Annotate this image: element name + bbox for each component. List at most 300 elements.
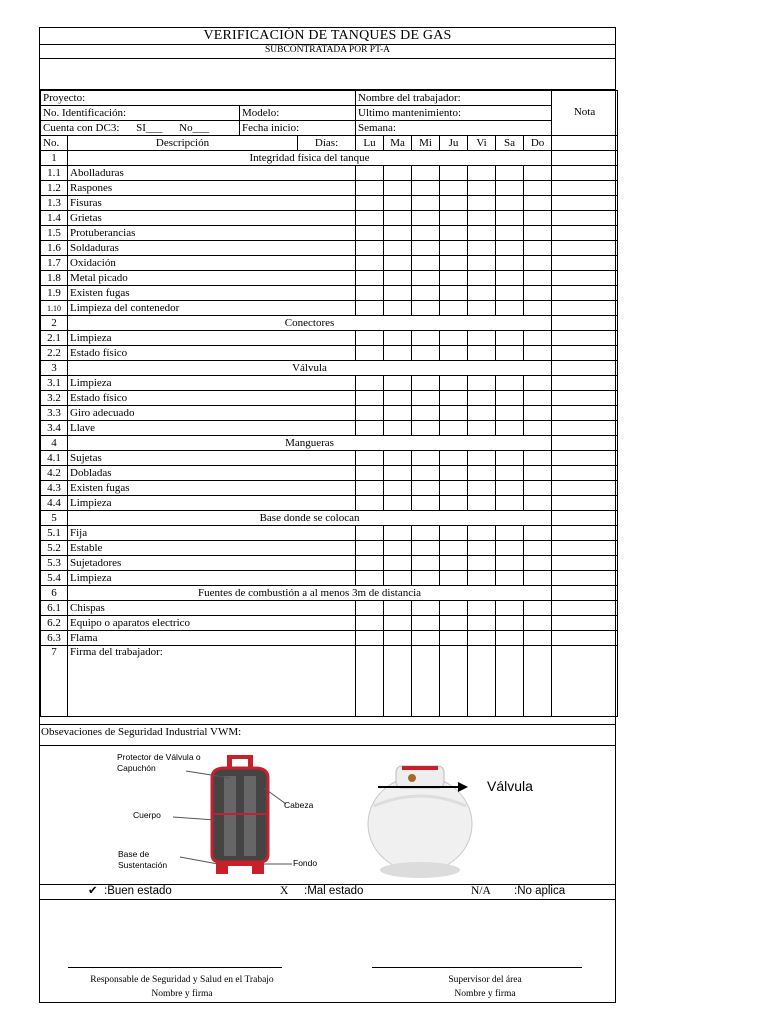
col-dias: Días: — [298, 136, 356, 151]
day-check-cell[interactable] — [524, 391, 552, 406]
checklist-item-row — [41, 301, 618, 316]
checklist-item-row — [41, 526, 618, 541]
nota-cell[interactable] — [552, 256, 618, 271]
nota-cell[interactable] — [552, 466, 618, 481]
item-num: 5.3 — [41, 556, 68, 571]
day-check-cell[interactable] — [412, 421, 440, 436]
day-check-cell[interactable] — [384, 466, 412, 481]
day-check-cell[interactable] — [524, 616, 552, 631]
nota-cell[interactable] — [552, 481, 618, 496]
day-check-cell[interactable] — [412, 181, 440, 196]
day-check-cell[interactable] — [356, 181, 384, 196]
ultimo-mantenimiento-field[interactable]: Ultimo mantenimiento: — [356, 106, 552, 121]
day-check-cell[interactable] — [412, 406, 440, 421]
nota-cell[interactable] — [552, 286, 618, 301]
day-check-cell[interactable] — [524, 481, 552, 496]
day-check-cell[interactable] — [496, 331, 524, 346]
day-check-cell[interactable] — [356, 481, 384, 496]
day-check-cell[interactable] — [412, 196, 440, 211]
day-check-cell[interactable] — [356, 331, 384, 346]
day-check-cell[interactable] — [468, 166, 496, 181]
nota-cell[interactable] — [552, 526, 618, 541]
day-check-cell[interactable] — [440, 211, 468, 226]
day-check-cell[interactable] — [496, 376, 524, 391]
section-title: Base donde se colocan — [68, 511, 552, 526]
day-check-cell[interactable] — [356, 601, 384, 616]
semana-field[interactable]: Semana: — [356, 121, 552, 136]
item-label: Existen fugas — [68, 286, 356, 301]
day-check-cell[interactable] — [384, 391, 412, 406]
day-check-cell[interactable] — [524, 346, 552, 361]
day-check-cell[interactable] — [356, 211, 384, 226]
day-check-cell[interactable] — [412, 481, 440, 496]
legend-buen: :Buen estado — [104, 885, 172, 897]
nota-cell[interactable] — [552, 226, 618, 241]
day-check-cell[interactable] — [412, 601, 440, 616]
day-check-cell[interactable] — [440, 466, 468, 481]
day-check-cell[interactable] — [356, 376, 384, 391]
day-check-cell[interactable] — [356, 451, 384, 466]
day-check-cell[interactable] — [412, 331, 440, 346]
day-check-cell[interactable] — [468, 346, 496, 361]
day-check-cell[interactable] — [524, 286, 552, 301]
day-check-cell[interactable] — [496, 481, 524, 496]
item-label: Flama — [68, 631, 356, 646]
day-check-cell[interactable] — [384, 346, 412, 361]
day-check-cell[interactable] — [440, 271, 468, 286]
day-check-cell[interactable] — [440, 541, 468, 556]
section-title: Conectores — [68, 316, 552, 331]
nota-cell[interactable] — [552, 631, 618, 646]
checklist-table — [40, 90, 618, 717]
day-check-cell[interactable] — [496, 241, 524, 256]
day-check-cell[interactable] — [524, 226, 552, 241]
day-check-cell[interactable] — [496, 496, 524, 511]
day-check-cell[interactable] — [412, 166, 440, 181]
day-check-cell[interactable] — [524, 181, 552, 196]
day-check-cell[interactable] — [384, 181, 412, 196]
day-check-cell[interactable] — [440, 601, 468, 616]
day-check-cell[interactable] — [468, 571, 496, 586]
checklist-item-row — [41, 571, 618, 586]
day-check-cell[interactable] — [356, 526, 384, 541]
day-check-cell[interactable] — [384, 481, 412, 496]
day-check-cell[interactable] — [440, 331, 468, 346]
day-check-cell[interactable] — [412, 301, 440, 316]
day-check-cell[interactable] — [524, 421, 552, 436]
day-check-cell[interactable] — [524, 601, 552, 616]
day-check-cell[interactable] — [384, 376, 412, 391]
day-check-cell[interactable] — [412, 631, 440, 646]
day-check-cell[interactable] — [356, 271, 384, 286]
day-check-cell[interactable] — [412, 271, 440, 286]
day-check-cell[interactable] — [496, 556, 524, 571]
tank-illustrations — [40, 746, 615, 885]
nota-cell[interactable] — [552, 196, 618, 211]
day-check-cell[interactable] — [440, 556, 468, 571]
checklist-item-row — [41, 541, 618, 556]
day-check-cell[interactable] — [468, 376, 496, 391]
day-check-cell[interactable] — [524, 376, 552, 391]
item-num: 3.4 — [41, 421, 68, 436]
checklist-item-row — [41, 271, 618, 286]
day-check-cell[interactable] — [412, 571, 440, 586]
nota-cell[interactable] — [552, 241, 618, 256]
checklist-item-row — [41, 211, 618, 226]
item-label: Sujetadores — [68, 556, 356, 571]
label-cuerpo: Cuerpo — [133, 810, 161, 820]
section-title: Válvula — [68, 361, 552, 376]
day-check-cell[interactable] — [440, 286, 468, 301]
day-check-cell[interactable] — [384, 526, 412, 541]
day-check-cell[interactable] — [440, 451, 468, 466]
day-check-cell[interactable] — [440, 481, 468, 496]
day-check-cell[interactable] — [496, 616, 524, 631]
checklist-item-row — [41, 181, 618, 196]
day-check-cell[interactable] — [524, 301, 552, 316]
day-check-cell[interactable] — [356, 556, 384, 571]
dc3-label: Cuenta con DC3: — [43, 121, 120, 134]
day-check-cell[interactable] — [412, 556, 440, 571]
nota-cell[interactable] — [552, 421, 618, 436]
day-check-cell[interactable] — [440, 616, 468, 631]
day-check-cell[interactable] — [468, 541, 496, 556]
label-fondo: Fondo — [293, 858, 318, 868]
checklist-item-row — [41, 391, 618, 406]
day-check-cell[interactable] — [384, 601, 412, 616]
day-check-cell[interactable] — [468, 286, 496, 301]
nota-cell[interactable] — [552, 301, 618, 316]
form-subtitle: SUBCONTRATADA POR PT-A — [40, 44, 615, 59]
day-check-cell[interactable] — [384, 166, 412, 181]
section-num: 6 — [41, 586, 68, 601]
day-check-cell[interactable] — [468, 406, 496, 421]
checklist-item-row — [41, 226, 618, 241]
day-check-cell[interactable] — [412, 496, 440, 511]
day-check-cell[interactable] — [524, 196, 552, 211]
checklist-item-row — [41, 496, 618, 511]
day-check-cell[interactable] — [496, 601, 524, 616]
day-check-cell[interactable] — [384, 226, 412, 241]
item-label: Fija — [68, 526, 356, 541]
day-check-cell[interactable] — [468, 256, 496, 271]
day-check-cell[interactable] — [412, 256, 440, 271]
day-check-cell[interactable] — [412, 241, 440, 256]
item-label: Oxidación — [68, 256, 356, 271]
day-check-cell[interactable] — [524, 256, 552, 271]
day-check-cell[interactable] — [496, 226, 524, 241]
day-check-cell[interactable] — [356, 541, 384, 556]
day-check-cell[interactable] — [440, 391, 468, 406]
item-label: Dobladas — [68, 466, 356, 481]
item-num: 4.1 — [41, 451, 68, 466]
label-cabeza: Cabeza — [284, 800, 314, 810]
day-check-cell[interactable] — [524, 631, 552, 646]
fecha-inicio-field[interactable]: Fecha inicio: — [240, 121, 356, 136]
dc3-si[interactable]: SI___ — [136, 121, 163, 134]
day-check-cell[interactable] — [356, 286, 384, 301]
day-check-cell[interactable] — [440, 256, 468, 271]
day-check-cell[interactable] — [440, 226, 468, 241]
day-check-cell[interactable] — [496, 421, 524, 436]
day-check-cell[interactable] — [468, 466, 496, 481]
label-valvula: Válvula — [487, 778, 533, 794]
day-check-cell[interactable] — [496, 466, 524, 481]
nota-cell[interactable] — [552, 601, 618, 616]
legend-row — [40, 884, 615, 900]
item-num: 1.6 — [41, 241, 68, 256]
day-check-cell[interactable] — [496, 256, 524, 271]
day-check-cell[interactable] — [412, 616, 440, 631]
day-check-cell[interactable] — [524, 496, 552, 511]
day-check-cell[interactable] — [524, 571, 552, 586]
white-tank-photo — [368, 766, 472, 878]
day-check-cell[interactable] — [384, 211, 412, 226]
day-check-cell[interactable] — [440, 526, 468, 541]
nota-cell[interactable] — [552, 166, 618, 181]
day-check-cell[interactable] — [412, 391, 440, 406]
day-check-cell[interactable] — [524, 241, 552, 256]
signatures-area — [40, 899, 615, 1003]
day-check-cell[interactable] — [468, 616, 496, 631]
day-check-cell[interactable] — [524, 526, 552, 541]
section-header-row — [41, 586, 618, 601]
day-check-cell[interactable] — [440, 241, 468, 256]
day-check-cell[interactable] — [496, 166, 524, 181]
left-signature-line[interactable] — [68, 967, 282, 968]
col-day-sa: Sa — [496, 136, 524, 151]
item-num: 4.3 — [41, 481, 68, 496]
day-check-cell[interactable] — [356, 226, 384, 241]
day-check-cell[interactable] — [524, 556, 552, 571]
day-check-cell[interactable] — [524, 541, 552, 556]
day-check-cell[interactable] — [384, 271, 412, 286]
right-signature-name: Nombre y firma — [454, 989, 516, 999]
dc3-field[interactable] — [41, 121, 240, 136]
nota-cell[interactable] — [552, 406, 618, 421]
day-check-cell[interactable] — [384, 406, 412, 421]
nota-cell[interactable] — [552, 346, 618, 361]
day-check-cell[interactable] — [496, 526, 524, 541]
day-check-cell[interactable] — [468, 391, 496, 406]
item-num: 5.1 — [41, 526, 68, 541]
day-check-cell[interactable] — [440, 571, 468, 586]
day-check-cell[interactable] — [412, 541, 440, 556]
day-check-cell[interactable] — [356, 256, 384, 271]
right-signature-line[interactable] — [372, 967, 582, 968]
day-check-cell[interactable] — [384, 286, 412, 301]
day-check-cell[interactable] — [384, 541, 412, 556]
right-signature-caption — [372, 973, 598, 1001]
day-check-cell[interactable] — [496, 211, 524, 226]
day-check-cell[interactable] — [496, 391, 524, 406]
item-label: Abolladuras — [68, 166, 356, 181]
item-label: Raspones — [68, 181, 356, 196]
day-check-cell[interactable] — [468, 556, 496, 571]
day-check-cell[interactable] — [384, 196, 412, 211]
day-check-cell[interactable] — [412, 526, 440, 541]
section-num: 2 — [41, 316, 68, 331]
day-check-cell[interactable] — [356, 571, 384, 586]
day-check-cell[interactable] — [468, 181, 496, 196]
day-check-cell[interactable] — [468, 241, 496, 256]
day-check-cell[interactable] — [468, 451, 496, 466]
check-mark-icon: ✔ — [88, 885, 98, 897]
checklist-item-row — [41, 466, 618, 481]
nota-cell[interactable] — [552, 541, 618, 556]
day-check-cell[interactable] — [496, 406, 524, 421]
nota-cell[interactable] — [552, 331, 618, 346]
day-check-cell[interactable] — [412, 376, 440, 391]
col-day-ju: Ju — [440, 136, 468, 151]
nota-cell[interactable] — [552, 391, 618, 406]
day-check-cell[interactable] — [440, 496, 468, 511]
item-num: 1.3 — [41, 196, 68, 211]
checklist-item-row — [41, 421, 618, 436]
day-check-cell[interactable] — [468, 226, 496, 241]
modelo-field[interactable]: Modelo: — [240, 106, 356, 121]
day-check-cell[interactable] — [440, 406, 468, 421]
day-check-cell[interactable] — [384, 496, 412, 511]
day-check-cell[interactable] — [412, 286, 440, 301]
day-check-cell[interactable] — [440, 301, 468, 316]
item-num: 3.1 — [41, 376, 68, 391]
nota-cell[interactable] — [552, 376, 618, 391]
day-check-cell[interactable] — [468, 496, 496, 511]
inspection-form — [39, 27, 616, 1003]
day-check-cell[interactable] — [384, 571, 412, 586]
item-num: 3.3 — [41, 406, 68, 421]
day-check-cell[interactable] — [524, 466, 552, 481]
day-check-cell[interactable] — [384, 421, 412, 436]
item-num: 2.1 — [41, 331, 68, 346]
day-check-cell[interactable] — [440, 181, 468, 196]
day-check-cell[interactable] — [496, 286, 524, 301]
day-check-cell[interactable] — [356, 241, 384, 256]
day-check-cell[interactable] — [496, 541, 524, 556]
day-check-cell[interactable] — [496, 346, 524, 361]
day-check-cell[interactable] — [524, 331, 552, 346]
day-check-cell[interactable] — [384, 631, 412, 646]
label-base: Base de Sustentación — [118, 849, 168, 870]
day-check-cell[interactable] — [496, 301, 524, 316]
nota-cell[interactable] — [552, 496, 618, 511]
day-check-cell[interactable] — [468, 631, 496, 646]
item-label: Grietas — [68, 211, 356, 226]
day-check-cell[interactable] — [440, 421, 468, 436]
day-check-cell[interactable] — [468, 211, 496, 226]
section-title: Integridad física del tanque — [68, 151, 552, 166]
day-check-cell[interactable] — [384, 256, 412, 271]
day-check-cell[interactable] — [356, 301, 384, 316]
day-check-cell[interactable] — [468, 301, 496, 316]
item-label: Sujetas — [68, 451, 356, 466]
day-check-cell[interactable] — [412, 211, 440, 226]
day-check-cell[interactable] — [496, 571, 524, 586]
day-check-cell[interactable] — [412, 451, 440, 466]
checklist-item-row — [41, 376, 618, 391]
nota-cell[interactable] — [552, 181, 618, 196]
label-protector: Protector de Válvula o Capuchón — [117, 752, 201, 773]
day-check-cell[interactable] — [496, 196, 524, 211]
day-check-cell[interactable] — [468, 271, 496, 286]
blank-header-area — [40, 58, 615, 90]
day-check-cell[interactable] — [524, 451, 552, 466]
day-check-cell[interactable] — [384, 616, 412, 631]
day-check-cell[interactable] — [524, 166, 552, 181]
nota-cell[interactable] — [552, 616, 618, 631]
nota-cell[interactable] — [552, 571, 618, 586]
section-header-row — [41, 511, 618, 526]
proyecto-field[interactable]: Proyecto: — [41, 91, 356, 106]
day-check-cell[interactable] — [384, 241, 412, 256]
day-check-cell[interactable] — [356, 421, 384, 436]
day-check-cell[interactable] — [524, 271, 552, 286]
day-check-cell[interactable] — [440, 376, 468, 391]
day-check-cell[interactable] — [496, 451, 524, 466]
checklist-item-row — [41, 256, 618, 271]
day-check-cell[interactable] — [524, 406, 552, 421]
day-check-cell[interactable] — [356, 496, 384, 511]
day-check-cell[interactable] — [356, 466, 384, 481]
day-check-cell[interactable] — [468, 481, 496, 496]
day-check-cell[interactable] — [384, 331, 412, 346]
firma-trabajador-field[interactable]: Firma del trabajador: — [68, 646, 356, 717]
day-check-cell[interactable] — [356, 196, 384, 211]
day-check-cell[interactable] — [496, 271, 524, 286]
day-check-cell[interactable] — [384, 451, 412, 466]
day-check-cell[interactable] — [468, 196, 496, 211]
section-num: 3 — [41, 361, 68, 376]
day-check-cell[interactable] — [468, 526, 496, 541]
day-check-cell[interactable] — [524, 211, 552, 226]
day-check-cell[interactable] — [412, 466, 440, 481]
day-check-cell[interactable] — [356, 166, 384, 181]
day-check-cell[interactable] — [384, 301, 412, 316]
item-label: Metal picado — [68, 271, 356, 286]
day-check-cell[interactable] — [468, 421, 496, 436]
day-check-cell[interactable] — [384, 556, 412, 571]
dc3-no[interactable]: No___ — [179, 121, 210, 134]
item-num: 1.9 — [41, 286, 68, 301]
day-check-cell[interactable] — [440, 346, 468, 361]
day-check-cell[interactable] — [496, 631, 524, 646]
nota-cell[interactable] — [552, 271, 618, 286]
nota-cell[interactable] — [552, 451, 618, 466]
day-check-cell[interactable] — [468, 601, 496, 616]
day-check-cell[interactable] — [440, 196, 468, 211]
day-check-cell[interactable] — [412, 226, 440, 241]
nota-cell[interactable] — [552, 211, 618, 226]
observaciones-field[interactable]: Obsevaciones de Seguridad Industrial VWM: — [40, 724, 615, 746]
day-check-cell[interactable] — [356, 391, 384, 406]
day-check-cell[interactable] — [412, 346, 440, 361]
item-num: 1.10 — [41, 301, 68, 316]
day-check-cell[interactable] — [440, 166, 468, 181]
day-check-cell[interactable] — [356, 631, 384, 646]
day-check-cell[interactable] — [440, 631, 468, 646]
day-check-cell[interactable] — [356, 616, 384, 631]
day-check-cell[interactable] — [468, 331, 496, 346]
item-label: Fisuras — [68, 196, 356, 211]
day-check-cell[interactable] — [496, 181, 524, 196]
nombre-trabajador-field[interactable]: Nombre del trabajador: — [356, 91, 552, 106]
nota-cell[interactable] — [552, 556, 618, 571]
identificacion-field[interactable]: No. Identificación: — [41, 106, 240, 121]
day-check-cell[interactable] — [356, 406, 384, 421]
day-check-cell[interactable] — [356, 346, 384, 361]
item-num: 5.4 — [41, 571, 68, 586]
